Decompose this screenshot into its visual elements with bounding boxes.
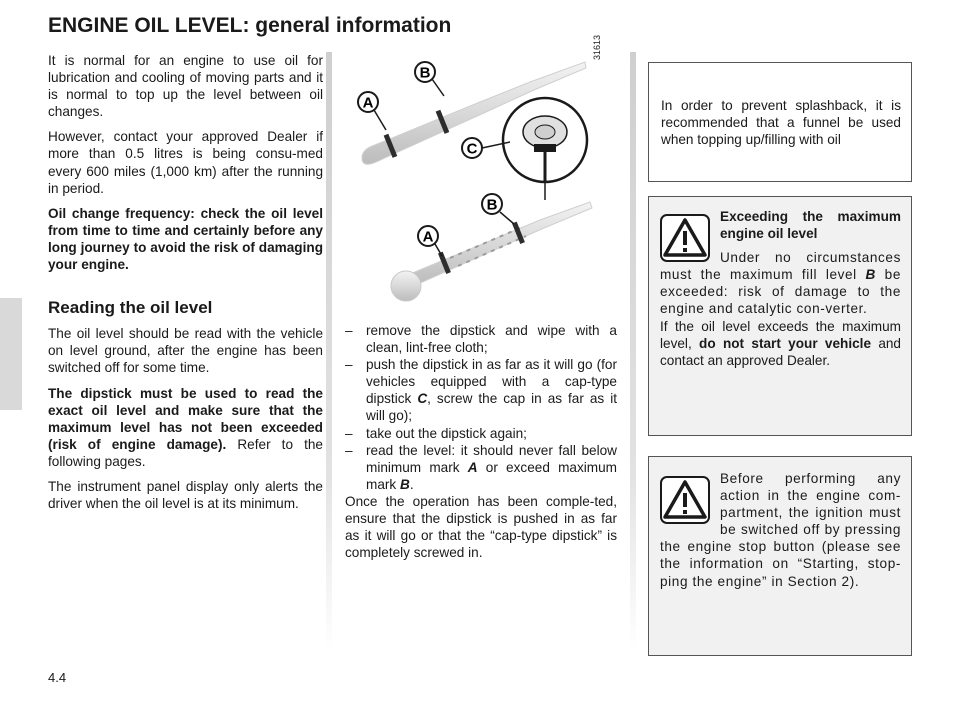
label-b-lower: B [486, 196, 498, 214]
column-divider-right [630, 52, 636, 652]
step-remove: – remove the dipstick and wipe with a clean, lint-free cloth; [345, 323, 617, 356]
reading-paragraph-3: The instrument panel display only alerts the driver when the oil level is at its minimum. [48, 478, 323, 512]
step-take-out: – take out the dipstick again; [345, 425, 527, 441]
step-push: – push the dipstick in as far as it will go (for vehicles equipped with a cap-type dipstick C, screw the cap in as far as it will go); [345, 357, 617, 424]
ignition-warning-text: Before performing any action in the engine com-partment, the ignition must be switched off by pressing the engine stop button (please see the information on “Starting, stop-ping the engine” in Section 2). [660, 471, 901, 589]
label-b-upper: B [419, 64, 431, 82]
max-level-warning-box [648, 196, 912, 436]
funnel-note-text: In order to prevent splashback, it is recommended that a funnel be used when topping up/filling with oil [661, 98, 901, 148]
reading-paragraph-1: The oil level should be read with the vehicle on level ground, after the engine has been switched off for some time. [48, 326, 323, 376]
step-read-level: – read the level: it should never fall below minimum mark A or exceed maximum mark B. [345, 442, 617, 492]
figure-number: 31613 [592, 34, 602, 60]
reading-paragraph-2 [48, 385, 323, 470]
label-a-lower: A [422, 228, 434, 246]
page-number: 4.4 [48, 670, 67, 685]
section-tab [0, 298, 22, 410]
label-a-upper: A [362, 94, 374, 112]
page-title: ENGINE OIL LEVEL: general information [48, 14, 452, 37]
oil-change-frequency: Oil change frequency: check the oil level from time to time and certainly before any long journey to avoid the risk of damaging your engine. [48, 205, 323, 273]
ignition-warning-box [648, 456, 912, 656]
column-divider-left [326, 52, 332, 652]
label-c: C [466, 140, 478, 158]
max-level-warning-title: Exceeding the maximum engine oil level [720, 209, 901, 242]
intro-column [48, 52, 323, 520]
funnel-note-box [648, 62, 912, 182]
procedure-steps [345, 322, 617, 561]
max-level-warning-text: Under no circumstances must the maximum fill level B be exceeded: risk of damage to the engine and catalytic con-verter. [660, 250, 901, 317]
reading-heading: Reading the oil level [48, 298, 213, 318]
ball-dipstick-drawing [391, 202, 592, 301]
refer-pages: Refer to the following pages. [48, 436, 323, 469]
warning-triangle-icon [660, 476, 710, 524]
dipstick-warning-bold: The dipstick must be used to read the exact oil level and make sure that the maximum level has not been exceeded (risk of engine damage). [48, 385, 323, 452]
cap-detail-drawing [503, 98, 587, 200]
intro-paragraph-2: However, contact your approved Dealer if more than 0.5 litres is being consu-med every 600 miles (1,000 km) after the running in period. [48, 129, 323, 196]
warning-triangle-icon [660, 214, 710, 262]
dipstick-illustration [340, 52, 620, 312]
completion-note: Once the operation has been comple-ted, ensure that the dipstick is pushed in as far as it will go or that the “cap-type dipstick” is completely screwed in. [345, 493, 617, 561]
max-level-warning-action: If the oil level exceeds the maximum level, do not start your vehicle and contact an approved Dealer. [660, 318, 901, 368]
intro-paragraph-1: It is normal for an engine to use oil for lubrication and cooling of moving parts and it is normal to top up the level between oil changes. [48, 53, 323, 120]
